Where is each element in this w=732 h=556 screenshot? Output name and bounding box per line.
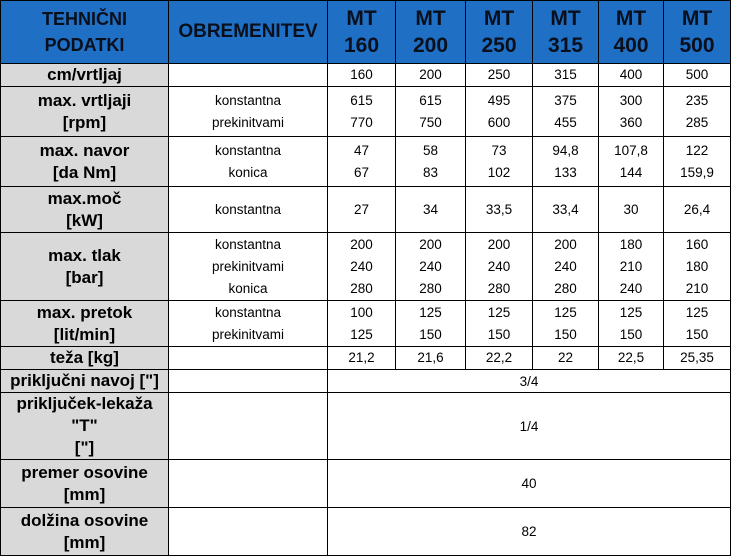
spec-row [1,187,731,233]
header-model-mt315: MT 315 [533,1,599,64]
value-cell: 27 [328,187,396,233]
value-cell: 615 770 [328,87,396,137]
spec-row [1,87,731,137]
value-cell: 125 150 [396,301,466,347]
value-cell: 125 150 [533,301,599,347]
value-cell: 33,5 [466,187,533,233]
spec-row [1,137,731,187]
value-cell: 73 102 [466,137,533,187]
value-cell: 125 150 [664,301,731,347]
load-type-cell [169,347,328,370]
value-cell: 235 285 [664,87,731,137]
row-label: max. tlak [bar] [1,233,169,301]
spec-span-row [1,508,731,556]
value-cell: 180 210 240 [599,233,664,301]
load-type-cell [169,508,328,556]
header-model-mt160: MT 160 [328,1,396,64]
value-cell: 250 [466,64,533,87]
value-cell: 125 150 [466,301,533,347]
common-value-cell: 82 [328,508,731,556]
value-cell: 25,35 [664,347,731,370]
row-label: priključek-lekaža "T" ["] [1,393,169,460]
common-value-cell: 3/4 [328,370,731,393]
spec-row [1,64,731,87]
row-label: dolžina osovine [mm] [1,508,169,556]
header-model-mt500: MT 500 [664,1,731,64]
value-cell: 47 67 [328,137,396,187]
row-label: cm/vrtljaj [1,64,169,87]
value-cell: 315 [533,64,599,87]
load-type-cell: konstantna [169,187,328,233]
spec-row [1,347,731,370]
value-cell: 200 240 280 [466,233,533,301]
value-cell: 200 240 280 [533,233,599,301]
value-cell: 22,2 [466,347,533,370]
value-cell: 33,4 [533,187,599,233]
header-load: OBREMENITEV [169,1,328,64]
row-label: premer osovine [mm] [1,460,169,508]
load-type-cell [169,460,328,508]
header-technical-data: TEHNIČNI PODATKI [1,1,169,64]
load-type-cell [169,370,328,393]
value-cell: 615 750 [396,87,466,137]
value-cell: 200 240 280 [328,233,396,301]
value-cell: 34 [396,187,466,233]
spec-span-row [1,393,731,460]
value-cell: 500 [664,64,731,87]
value-cell: 22 [533,347,599,370]
value-cell: 107,8 144 [599,137,664,187]
spec-span-row [1,370,731,393]
row-label: teža [kg] [1,347,169,370]
value-cell: 58 83 [396,137,466,187]
value-cell: 22,5 [599,347,664,370]
value-cell: 400 [599,64,664,87]
spec-row [1,301,731,347]
header-row [1,1,731,64]
spec-span-row [1,460,731,508]
value-cell: 26,4 [664,187,731,233]
value-cell: 94,8 133 [533,137,599,187]
value-cell: 125 150 [599,301,664,347]
header-model-mt400: MT 400 [599,1,664,64]
value-cell: 495 600 [466,87,533,137]
load-type-cell: konstantna konica [169,137,328,187]
value-cell: 200 [396,64,466,87]
value-cell: 160 180 210 [664,233,731,301]
load-type-cell [169,64,328,87]
header-model-mt200: MT 200 [396,1,466,64]
spec-row [1,233,731,301]
common-value-cell: 1/4 [328,393,731,460]
value-cell: 200 240 280 [396,233,466,301]
value-cell: 100 125 [328,301,396,347]
row-label: max. pretok [lit/min] [1,301,169,347]
common-value-cell: 40 [328,460,731,508]
value-cell: 21,6 [396,347,466,370]
value-cell: 122 159,9 [664,137,731,187]
load-type-cell [169,393,328,460]
load-type-cell: konstantna prekinitvami konica [169,233,328,301]
row-label: max. vrtljaji [rpm] [1,87,169,137]
value-cell: 375 455 [533,87,599,137]
load-type-cell: konstantna prekinitvami [169,87,328,137]
value-cell: 30 [599,187,664,233]
value-cell: 160 [328,64,396,87]
header-model-mt250: MT 250 [466,1,533,64]
load-type-cell: konstantna prekinitvami [169,301,328,347]
value-cell: 300 360 [599,87,664,137]
value-cell: 21,2 [328,347,396,370]
row-label: max.moč [kW] [1,187,169,233]
row-label: priključni navoj ["] [1,370,169,393]
row-label: max. navor [da Nm] [1,137,169,187]
